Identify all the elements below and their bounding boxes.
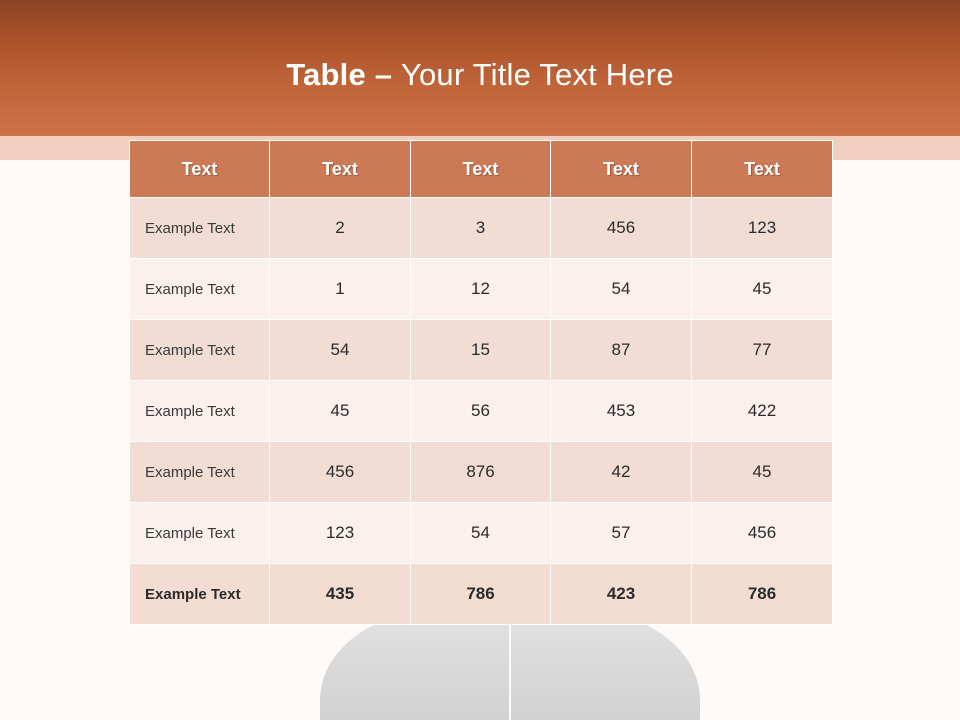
table-header-row [130, 141, 833, 198]
table-row [130, 503, 833, 564]
row-cell: 422 [692, 381, 833, 442]
row-cell: 42 [551, 442, 692, 503]
table-row [130, 259, 833, 320]
row-cell: 45 [270, 381, 411, 442]
table-body [130, 198, 833, 625]
row-cell: 2 [270, 198, 411, 259]
page-title-light: Your Title Text Here [400, 57, 674, 92]
table-row [130, 320, 833, 381]
background-figure-image [320, 610, 700, 720]
row-label: Example Text [130, 564, 270, 625]
row-label: Example Text [130, 381, 270, 442]
column-header-3: Text [551, 141, 692, 198]
row-label: Example Text [130, 320, 270, 381]
row-label: Example Text [130, 259, 270, 320]
column-header-0: Text [130, 141, 270, 198]
row-cell: 54 [270, 320, 411, 381]
data-table [129, 140, 833, 625]
row-cell: 54 [551, 259, 692, 320]
page-title [0, 56, 960, 94]
row-cell: 786 [411, 564, 551, 625]
row-cell: 3 [411, 198, 551, 259]
row-label: Example Text [130, 503, 270, 564]
row-cell: 456 [551, 198, 692, 259]
column-header-1: Text [270, 141, 411, 198]
table-row [130, 381, 833, 442]
row-cell: 786 [692, 564, 833, 625]
row-cell: 876 [411, 442, 551, 503]
row-cell: 423 [551, 564, 692, 625]
row-cell: 456 [692, 503, 833, 564]
row-cell: 435 [270, 564, 411, 625]
row-cell: 123 [692, 198, 833, 259]
table-row [130, 442, 833, 503]
column-header-4: Text [692, 141, 833, 198]
table-row-total [130, 564, 833, 625]
row-cell: 123 [270, 503, 411, 564]
row-cell: 57 [551, 503, 692, 564]
table-header-row-group [130, 141, 833, 198]
row-cell: 453 [551, 381, 692, 442]
row-cell: 456 [270, 442, 411, 503]
page-title-bold: Table – [286, 57, 401, 92]
row-cell: 12 [411, 259, 551, 320]
table-row [130, 198, 833, 259]
row-cell: 56 [411, 381, 551, 442]
row-cell: 45 [692, 442, 833, 503]
row-cell: 77 [692, 320, 833, 381]
row-cell: 54 [411, 503, 551, 564]
row-label: Example Text [130, 198, 270, 259]
row-cell: 1 [270, 259, 411, 320]
row-cell: 15 [411, 320, 551, 381]
row-cell: 87 [551, 320, 692, 381]
column-header-2: Text [411, 141, 551, 198]
row-cell: 45 [692, 259, 833, 320]
row-label: Example Text [130, 442, 270, 503]
